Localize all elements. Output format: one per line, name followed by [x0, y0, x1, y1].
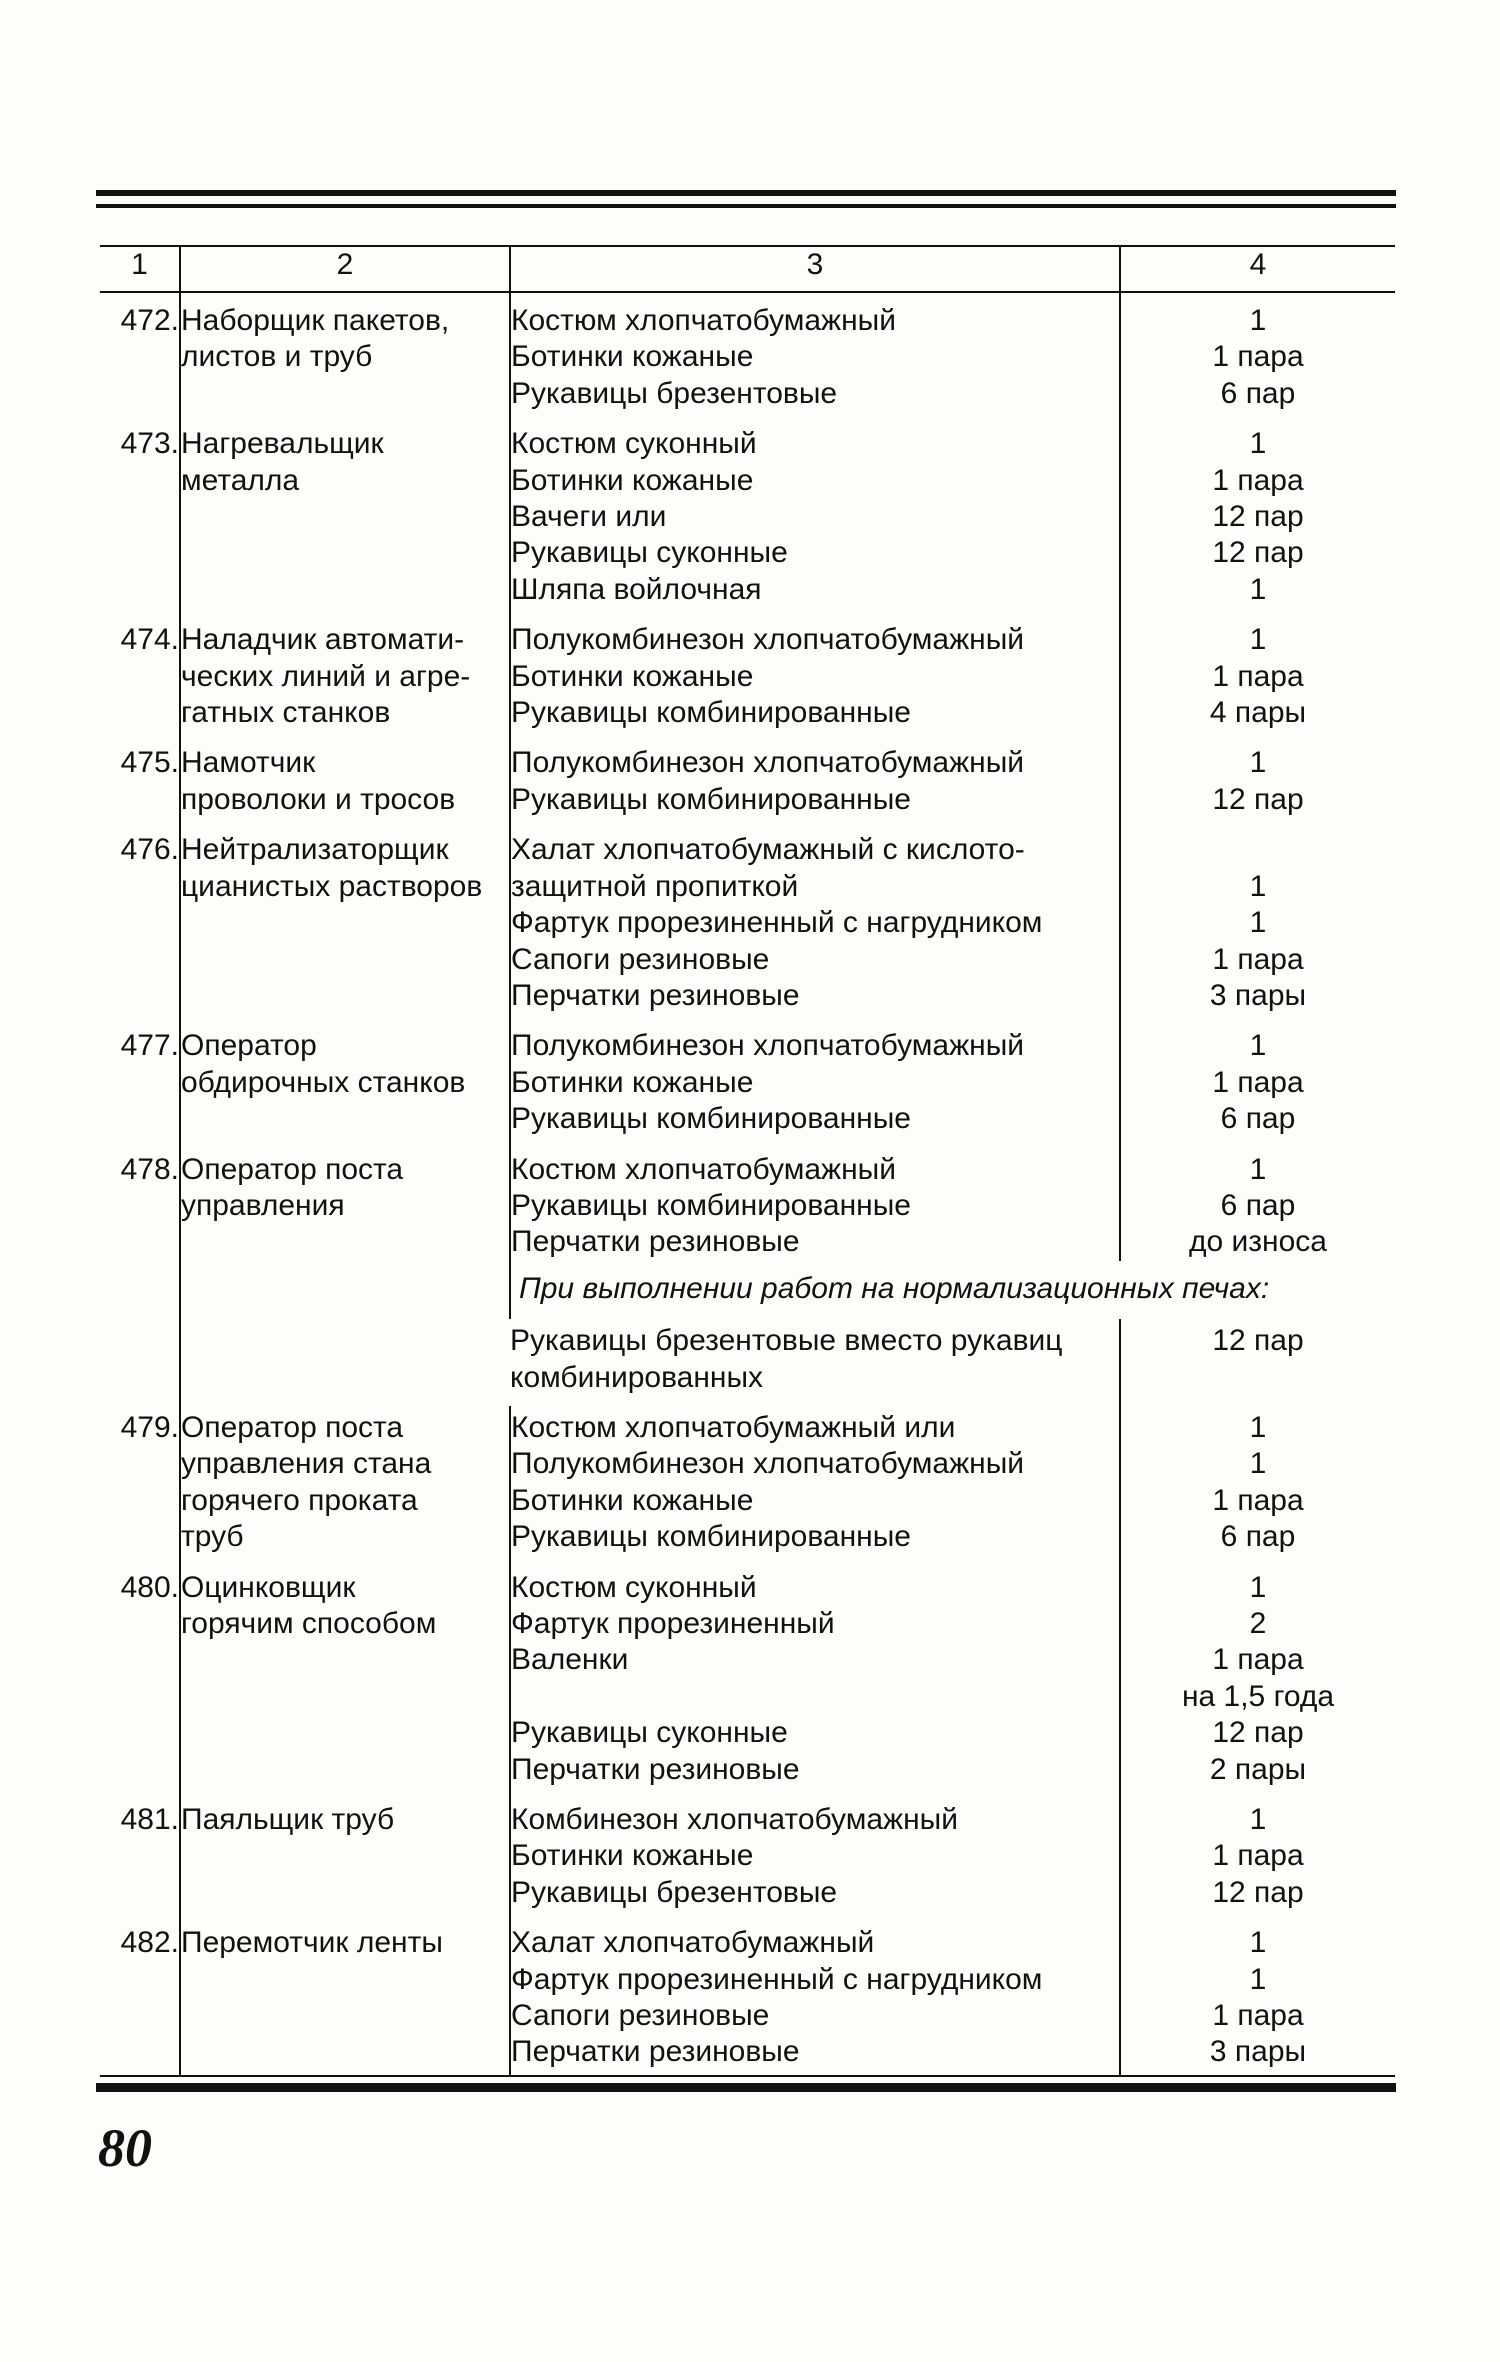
- quantity-line: 1: [1249, 572, 1267, 606]
- item-line: Рукавицы комбинированные: [511, 1102, 911, 1136]
- item-line: Рукавицы комбинированные: [511, 782, 911, 816]
- profession-line: горячего проката: [181, 1483, 418, 1517]
- item-line: Ботинки кожаные: [511, 1839, 754, 1873]
- quantity-cell: [1120, 828, 1395, 1024]
- quantity-line: 6 пар: [1220, 1520, 1296, 1554]
- quantity-line: до износа: [1189, 1225, 1327, 1259]
- item-line: Халат хлопчатобумажный с кислото-: [511, 833, 1025, 867]
- row-number: 473.: [120, 427, 179, 461]
- quantity-line: 12 пар: [1212, 536, 1304, 570]
- profession-cell: [180, 1798, 510, 1921]
- quantity-line: 1: [1249, 427, 1267, 461]
- item-line: Рукавицы комбинированные: [511, 1188, 911, 1222]
- items-cell: [510, 828, 1120, 1024]
- quantity-line: 1: [1249, 623, 1267, 657]
- quantity-line: 12 пар: [1212, 1716, 1304, 1750]
- quantity-cell: [1120, 422, 1395, 618]
- header-col-4: 4: [1120, 246, 1395, 292]
- profession-line: листов и труб: [181, 340, 373, 374]
- quantity-line: 1: [1249, 1926, 1267, 1960]
- table-row: [100, 618, 1395, 741]
- profession-line: управления: [181, 1188, 345, 1222]
- item-line: Перчатки резиновые: [511, 1752, 800, 1786]
- item-line: Полукомбинезон хлопчатобумажный: [511, 1029, 1025, 1063]
- item-line: Фартук прорезиненный: [511, 1607, 835, 1640]
- quantity-cell: [1120, 1406, 1395, 1566]
- item-line: защитной пропиткой: [511, 869, 799, 903]
- item-line: Рукавицы комбинированные: [511, 696, 911, 730]
- profession-line: горячим способом: [181, 1607, 437, 1640]
- quantity-line: 1 пара: [1212, 942, 1304, 976]
- row-number: 480.: [120, 1570, 179, 1604]
- items-cell: [510, 741, 1120, 828]
- row-number: 474.: [120, 623, 179, 657]
- item-line: Костюм суконный: [511, 427, 757, 461]
- table-row: [100, 1921, 1395, 2076]
- item-line: Рукавицы комбинированные: [511, 1520, 911, 1554]
- profession-line: Оператор поста: [181, 1410, 404, 1444]
- quantity-cell: [1120, 292, 1395, 422]
- quantity-line: 1 пара: [1212, 463, 1304, 497]
- item-line: Костюм суконный: [511, 1570, 757, 1604]
- table-row: [100, 1566, 1395, 1798]
- profession-cell: [180, 828, 510, 1024]
- quantity-line: 1: [1249, 1152, 1267, 1186]
- profession-cell: [180, 1406, 510, 1566]
- table-body: [100, 292, 1395, 2076]
- row-number: 477.: [120, 1029, 179, 1063]
- quantity-line: 1: [1249, 1029, 1267, 1063]
- profession-cell: [180, 1921, 510, 2076]
- row-number: 476.: [120, 833, 179, 867]
- quantity-line: 1: [1249, 1447, 1267, 1481]
- item-line: Костюм хлопчатобумажный: [511, 1152, 896, 1186]
- profession-cell: [180, 1148, 510, 1406]
- table-row: [100, 1798, 1395, 1921]
- table-row: [100, 828, 1395, 1024]
- item-line: комбинированных: [510, 1360, 764, 1394]
- item-line: Перчатки резиновые: [511, 2035, 800, 2069]
- row-number: 472.: [120, 304, 179, 337]
- quantity-line: 2: [1249, 1607, 1267, 1640]
- item-line: Шляпа войлочная: [511, 572, 762, 606]
- quantity-line: 1: [1249, 869, 1267, 903]
- item-line: Ботинки кожаные: [511, 340, 754, 374]
- quantity-line: 1 пара: [1212, 340, 1304, 374]
- profession-cell: [180, 618, 510, 741]
- profession-line: Нейтрализаторщик: [181, 833, 449, 867]
- table-row: [100, 1024, 1395, 1147]
- row-number: 481.: [120, 1803, 179, 1837]
- quantity-cell: [1120, 1024, 1395, 1147]
- table-row: [100, 422, 1395, 618]
- item-line: Ботинки кожаные: [511, 1065, 754, 1099]
- item-line: Костюм хлопчатобумажный или: [511, 1410, 956, 1444]
- profession-line: ческих линий и агре-: [181, 659, 471, 693]
- quantity-cell: [1120, 618, 1395, 741]
- quantity-line: 12 пар: [1212, 1324, 1304, 1358]
- item-line: Ботинки кожаные: [511, 1483, 754, 1517]
- profession-line: Наладчик автомати-: [181, 623, 465, 657]
- bottom-rule: [96, 2083, 1396, 2092]
- page-number: 80: [98, 2118, 152, 2178]
- profession-cell: [180, 1566, 510, 1798]
- profession-line: Намотчик: [181, 746, 316, 780]
- item-line: Перчатки резиновые: [511, 1225, 800, 1259]
- quantity-line: 6 пар: [1220, 1188, 1296, 1222]
- quantity-line: на 1,5 года: [1181, 1679, 1335, 1713]
- quantity-line: 1 пара: [1212, 1999, 1304, 2033]
- profession-line: управления стана: [181, 1447, 432, 1481]
- table-row: [100, 1406, 1395, 1566]
- items-cell: [510, 422, 1120, 618]
- top-rule: [96, 190, 1396, 196]
- item-line: Перчатки резиновые: [511, 978, 800, 1012]
- quantity-line: 6 пар: [1220, 376, 1296, 410]
- quantity-cell: [1120, 741, 1395, 828]
- quantity-line: [1121, 1360, 1395, 1396]
- quantity-line: 3 пары: [1209, 2035, 1307, 2069]
- profession-line: проволоки и тросов: [181, 782, 456, 816]
- quantity-line: 1: [1249, 1410, 1267, 1444]
- row-number: 478.: [120, 1152, 179, 1186]
- items-cell: [510, 1921, 1120, 2076]
- quantity-line: 1 пара: [1212, 1483, 1304, 1517]
- item-line: Фартук прорезиненный с нагрудником: [511, 906, 1043, 940]
- quantity-line: 12 пар: [1212, 1875, 1304, 1909]
- quantity-line: 1: [1249, 1962, 1267, 1996]
- quantity-line: 12 пар: [1212, 782, 1304, 816]
- quantity-cell: [1120, 1798, 1395, 1921]
- quantity-line: 1 пара: [1212, 1839, 1304, 1873]
- row-number: 475.: [120, 746, 179, 780]
- quantity-cell: [1120, 1921, 1395, 2076]
- profession-line: Оператор: [181, 1029, 317, 1063]
- items-cell: [510, 1024, 1120, 1147]
- item-line: Сапоги резиновые: [511, 942, 770, 976]
- quantity-line: 1: [1249, 1803, 1267, 1837]
- item-line: Костюм хлопчатобумажный: [511, 304, 896, 337]
- quantity-cell: [1120, 1319, 1395, 1406]
- profession-line: Паяльщик труб: [181, 1803, 395, 1837]
- quantity-line: 1: [1249, 1570, 1267, 1604]
- item-line: Халат хлопчатобумажный: [511, 1926, 875, 1960]
- protective-clothing-table: [100, 245, 1395, 2077]
- note-text: При выполнении работ на нормализационных печах:: [519, 1271, 1270, 1305]
- item-line: Полукомбинезон хлопчатобумажный: [511, 746, 1025, 780]
- item-line: Рукавицы брезентовые вместо рукавиц: [510, 1324, 1063, 1358]
- table-row: [100, 741, 1395, 828]
- item-line: Вачеги или: [511, 500, 667, 534]
- quantity-line: 3 пары: [1209, 978, 1307, 1012]
- table-header-row: [100, 246, 1395, 292]
- profession-cell: [180, 1024, 510, 1147]
- quantity-line: 1 пара: [1212, 1643, 1304, 1677]
- item-line: Ботинки кожаные: [511, 659, 754, 693]
- item-line: Фартук прорезиненный с нагрудником: [511, 1962, 1043, 1996]
- quantity-cell: [1120, 1566, 1395, 1798]
- profession-line: Оцинковщик: [181, 1570, 356, 1604]
- items-cell: [510, 292, 1120, 422]
- profession-line: труб: [181, 1520, 244, 1554]
- quantity-line: 1: [1249, 304, 1267, 337]
- profession-cell: [180, 292, 510, 422]
- item-line: Полукомбинезон хлопчатобумажный: [511, 623, 1025, 657]
- profession-cell: [180, 741, 510, 828]
- item-line: Рукавицы брезентовые: [511, 1875, 838, 1909]
- table-row: [100, 1148, 1395, 1261]
- profession-line: Наборщик пакетов,: [181, 304, 450, 337]
- item-line: [511, 1679, 1119, 1715]
- quantity-line: 4 пары: [1209, 696, 1307, 730]
- header-col-3: 3: [510, 246, 1120, 292]
- items-cell: [510, 1148, 1120, 1261]
- quantity-line: [1121, 832, 1395, 868]
- profession-line: Оператор поста: [181, 1152, 404, 1186]
- items-cell: [510, 618, 1120, 741]
- header-col-2: 2: [180, 246, 510, 292]
- items-cell: [510, 1566, 1120, 1798]
- profession-line: Нагревальщик: [181, 427, 384, 461]
- quantity-line: 1: [1249, 906, 1267, 940]
- item-line: Полукомбинезон хлопчатобумажный: [511, 1447, 1025, 1481]
- profession-line: обдирочных станков: [181, 1065, 466, 1099]
- table-row: [100, 292, 1395, 422]
- quantity-line: 2 пары: [1209, 1752, 1307, 1786]
- items-cell: [510, 1406, 1120, 1566]
- items-cell: [510, 1319, 1120, 1406]
- row-number: 479.: [120, 1410, 179, 1444]
- item-line: Рукавицы суконные: [511, 1716, 788, 1750]
- quantity-line: 1 пара: [1212, 1065, 1304, 1099]
- items-cell: [510, 1798, 1120, 1921]
- item-line: Сапоги резиновые: [511, 1999, 770, 2033]
- item-line: Рукавицы брезентовые: [511, 376, 838, 410]
- profession-line: цианистых растворов: [181, 869, 483, 903]
- quantity-line: 1 пара: [1212, 659, 1304, 693]
- top-rule-thin: [96, 204, 1396, 208]
- item-line: Рукавицы суконные: [511, 536, 788, 570]
- quantity-line: 12 пар: [1212, 500, 1304, 534]
- item-line: Валенки: [511, 1643, 629, 1677]
- quantity-cell: [1120, 1148, 1395, 1261]
- item-line: Ботинки кожаные: [511, 463, 754, 497]
- quantity-line: 1: [1249, 746, 1267, 780]
- row-number: 482.: [100, 1921, 180, 2076]
- quantity-line: 6 пар: [1220, 1102, 1296, 1136]
- profession-cell: [180, 422, 510, 618]
- profession-line: гатных станков: [181, 696, 391, 730]
- profession-line: Перемотчик ленты: [181, 1926, 443, 1960]
- header-col-1: 1: [100, 246, 180, 292]
- profession-line: металла: [181, 463, 300, 497]
- item-line: Комбинезон хлопчатобумажный: [511, 1803, 958, 1837]
